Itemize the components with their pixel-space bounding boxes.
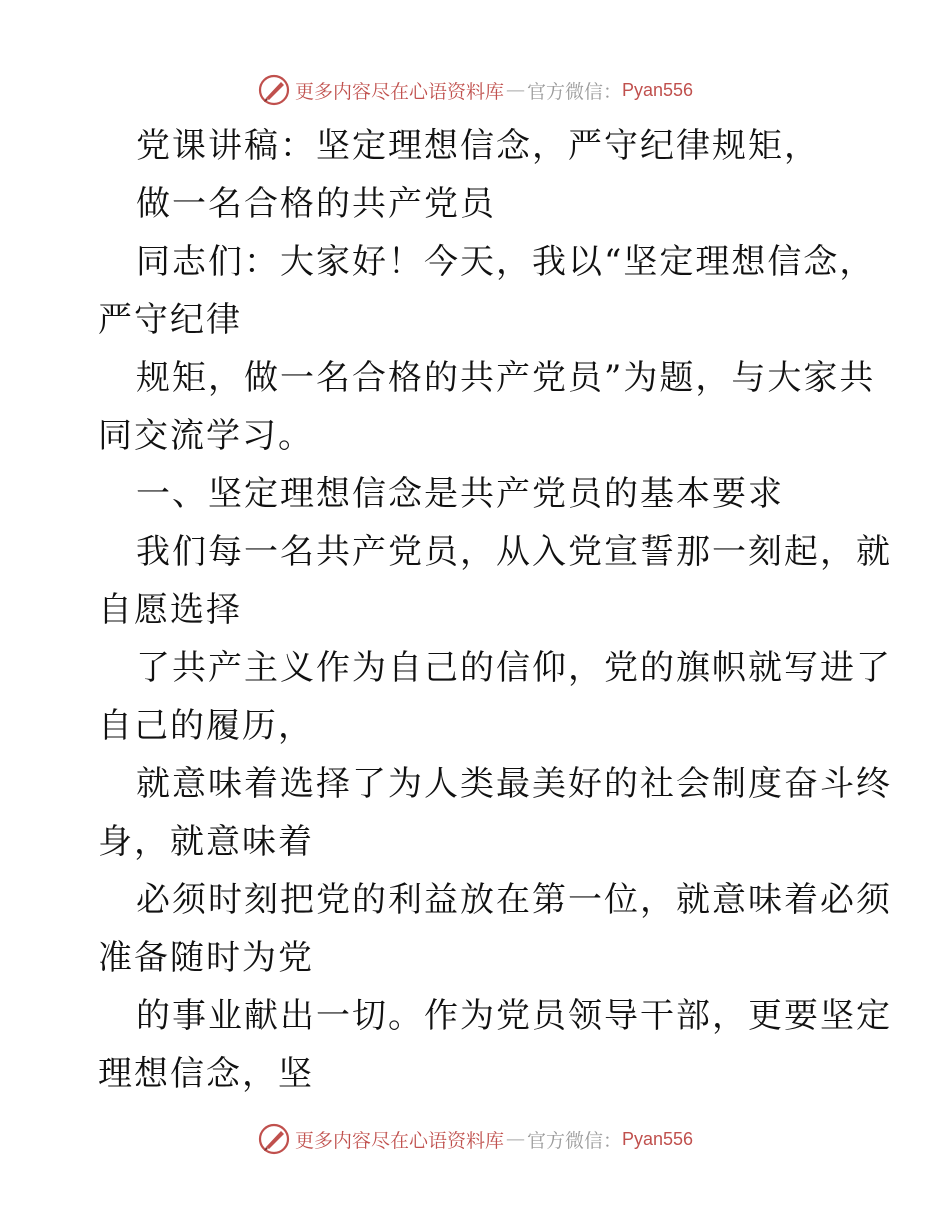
text-line: 理想信念，坚: [98, 1054, 314, 1094]
text-line: 同志们：大家好！今天，我以“坚定理想信念，: [136, 242, 876, 282]
footer-watermark: [0, 1121, 950, 1157]
text-line: 同交流学习。: [98, 416, 314, 456]
watermark-contact-id: Pyan556: [621, 79, 694, 100]
text-line: 党课讲稿：坚定理想信念，严守纪律规矩，: [136, 126, 820, 166]
text-line: 我们每一名共产党员，从入党宣誓那一刻起，就: [136, 532, 892, 572]
watermark-contact-label: 官方微信：: [526, 80, 622, 103]
text-line: 就意味着选择了为人类最美好的社会制度奋斗终: [136, 764, 892, 804]
text-line: 必须时刻把党的利益放在第一位，就意味着必须: [136, 880, 892, 920]
text-line: 一、坚定理想信念是共产党员的基本要求: [136, 474, 784, 514]
watermark-contact-id: Pyan556: [621, 1128, 694, 1149]
watermark-contact-label: 官方微信：: [526, 1129, 622, 1152]
text-line: 的事业献出一切。作为党员领导干部，更要坚定: [136, 996, 892, 1036]
quill-logo-icon: [257, 1122, 291, 1156]
text-line: 准备随时为党: [98, 938, 314, 978]
text-line: 自愿选择: [98, 590, 242, 630]
text-line: 自己的履历，: [98, 706, 314, 746]
text-line: 做一名合格的共产党员: [136, 184, 496, 224]
watermark-separator: —: [505, 79, 525, 101]
text-line: 了共产主义作为自己的信仰，党的旗帜就写进了: [136, 648, 892, 688]
header-watermark: [0, 72, 950, 108]
watermark-separator: —: [505, 1128, 525, 1150]
watermark-site-name: 更多内容尽在心语资料库: [294, 80, 504, 103]
text-line: 身，就意味着: [98, 822, 314, 862]
quill-logo-icon: [257, 73, 291, 107]
watermark-site-name: 更多内容尽在心语资料库: [294, 1129, 504, 1152]
text-line: 严守纪律: [98, 300, 242, 340]
document-body: [98, 117, 892, 1103]
text-line: 规矩，做一名合格的共产党员”为题，与大家共: [136, 358, 876, 398]
